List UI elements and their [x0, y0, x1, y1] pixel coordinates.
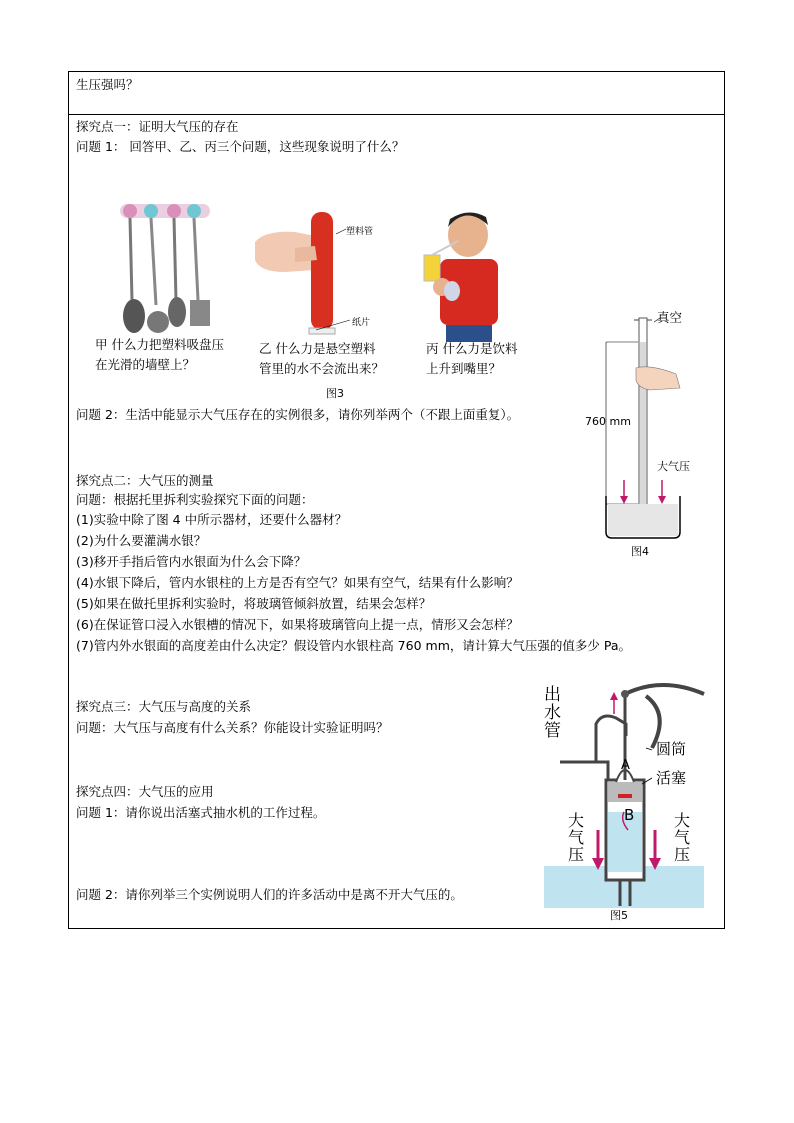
caption-yi-2: 管里的水不会流出来？	[259, 361, 385, 376]
section1-title: 探究点一：证明大气压的存在	[76, 119, 239, 134]
section4-title: 探究点四：大气压的应用	[76, 784, 214, 799]
caption-yi-1: 乙 什么力是悬空塑料	[259, 341, 376, 356]
section2-item: (7)管内外水银面的高度差由什么决定？假设管内水银柱高 760 mm，请计算大气压强的值多少 Pa。	[76, 638, 631, 653]
section3-title: 探究点三：大气压与高度的关系	[76, 699, 252, 714]
figure5-caption: 图5	[610, 909, 628, 922]
caption-bing-2: 上升到嘴里？	[426, 361, 502, 376]
section2-item: (2)为什么要灌满水银？	[76, 533, 207, 548]
label-line-tube	[336, 229, 348, 235]
section1-question1: 问题 1： 回答甲、乙、丙三个问题，这些现象说明了什么？	[76, 139, 405, 154]
section4-question1: 问题 1：请你说出活塞式抽水机的工作过程。	[76, 805, 326, 820]
section2-item: (5)如果在做托里拆利实验时，将玻璃管倾斜放置，结果会怎样？	[76, 596, 432, 611]
label-760mm: 760 mm	[585, 415, 631, 428]
section1-question2: 问题 2：生活中能显示大气压存在的实例很多，请你列举两个（不跟上面重复）。	[76, 407, 520, 422]
section3-question: 问题：大气压与高度有什么关系？你能设计实验证明吗？	[76, 720, 389, 735]
label-outlet-pipe-1: 出	[544, 685, 561, 705]
label-atm-right-1: 大	[674, 811, 691, 830]
section2-item: (6)在保证管口浸入水银槽的情况下，如果将玻璃管向上提一点，情形又会怎样？	[76, 617, 519, 632]
label-piston: 活塞	[656, 769, 687, 787]
label-atm-left-3: 压	[568, 845, 585, 864]
section2-intro: 问题：根据托里拆利实验探究下面的问题：	[76, 492, 314, 507]
torricelli-apparatus-diagram	[598, 318, 688, 542]
caption-bing-1: 丙 什么力是饮料	[426, 341, 518, 356]
section2-item: (3)移开手指后管内水银面为什么会下降？	[76, 554, 307, 569]
label-valve-a: A	[621, 758, 630, 773]
caption-jia-1: 甲 什么力把塑料吸盘压	[95, 337, 224, 352]
label-line-paper	[316, 318, 352, 332]
top-row-text: 生压强吗？	[76, 77, 139, 92]
section4-question2: 问题 2：请你列举三个实例说明人们的许多活动中是离不开大气压的。	[76, 887, 463, 902]
label-atmospheric-pressure: 大气压	[657, 460, 690, 473]
section2-title: 探究点二：大气压的测量	[76, 473, 214, 488]
label-paper: 纸片	[352, 318, 371, 328]
label-atm-left-1: 大	[568, 811, 585, 830]
label-outlet-pipe-3: 管	[544, 721, 561, 741]
figure4-caption: 图4	[631, 545, 649, 558]
piston-pump-diagram	[542, 684, 708, 910]
figure3-caption: 图3	[326, 387, 344, 400]
label-valve-b: B	[624, 806, 635, 824]
label-outlet-pipe-2: 水	[544, 703, 561, 723]
suction-hooks-image	[118, 200, 218, 340]
label-atm-right-2: 气	[674, 828, 691, 847]
label-vacuum: 真空	[657, 310, 683, 325]
section2-item: (4)水银下降后，管内水银柱的上方是否有空气？如果有空气，结果有什么影响？	[76, 575, 519, 590]
label-atm-left-2: 气	[568, 828, 585, 847]
section2-item: (1)实验中除了图 4 中所示器材，还要什么器材？	[76, 512, 348, 527]
boy-drinking-image	[418, 207, 504, 342]
label-plastic-tube: 塑料管	[346, 227, 374, 237]
label-atm-right-3: 压	[674, 845, 691, 864]
label-cylinder: 圆筒	[656, 740, 687, 758]
row-separator	[68, 114, 725, 115]
caption-jia-2: 在光滑的墙壁上？	[95, 357, 196, 372]
